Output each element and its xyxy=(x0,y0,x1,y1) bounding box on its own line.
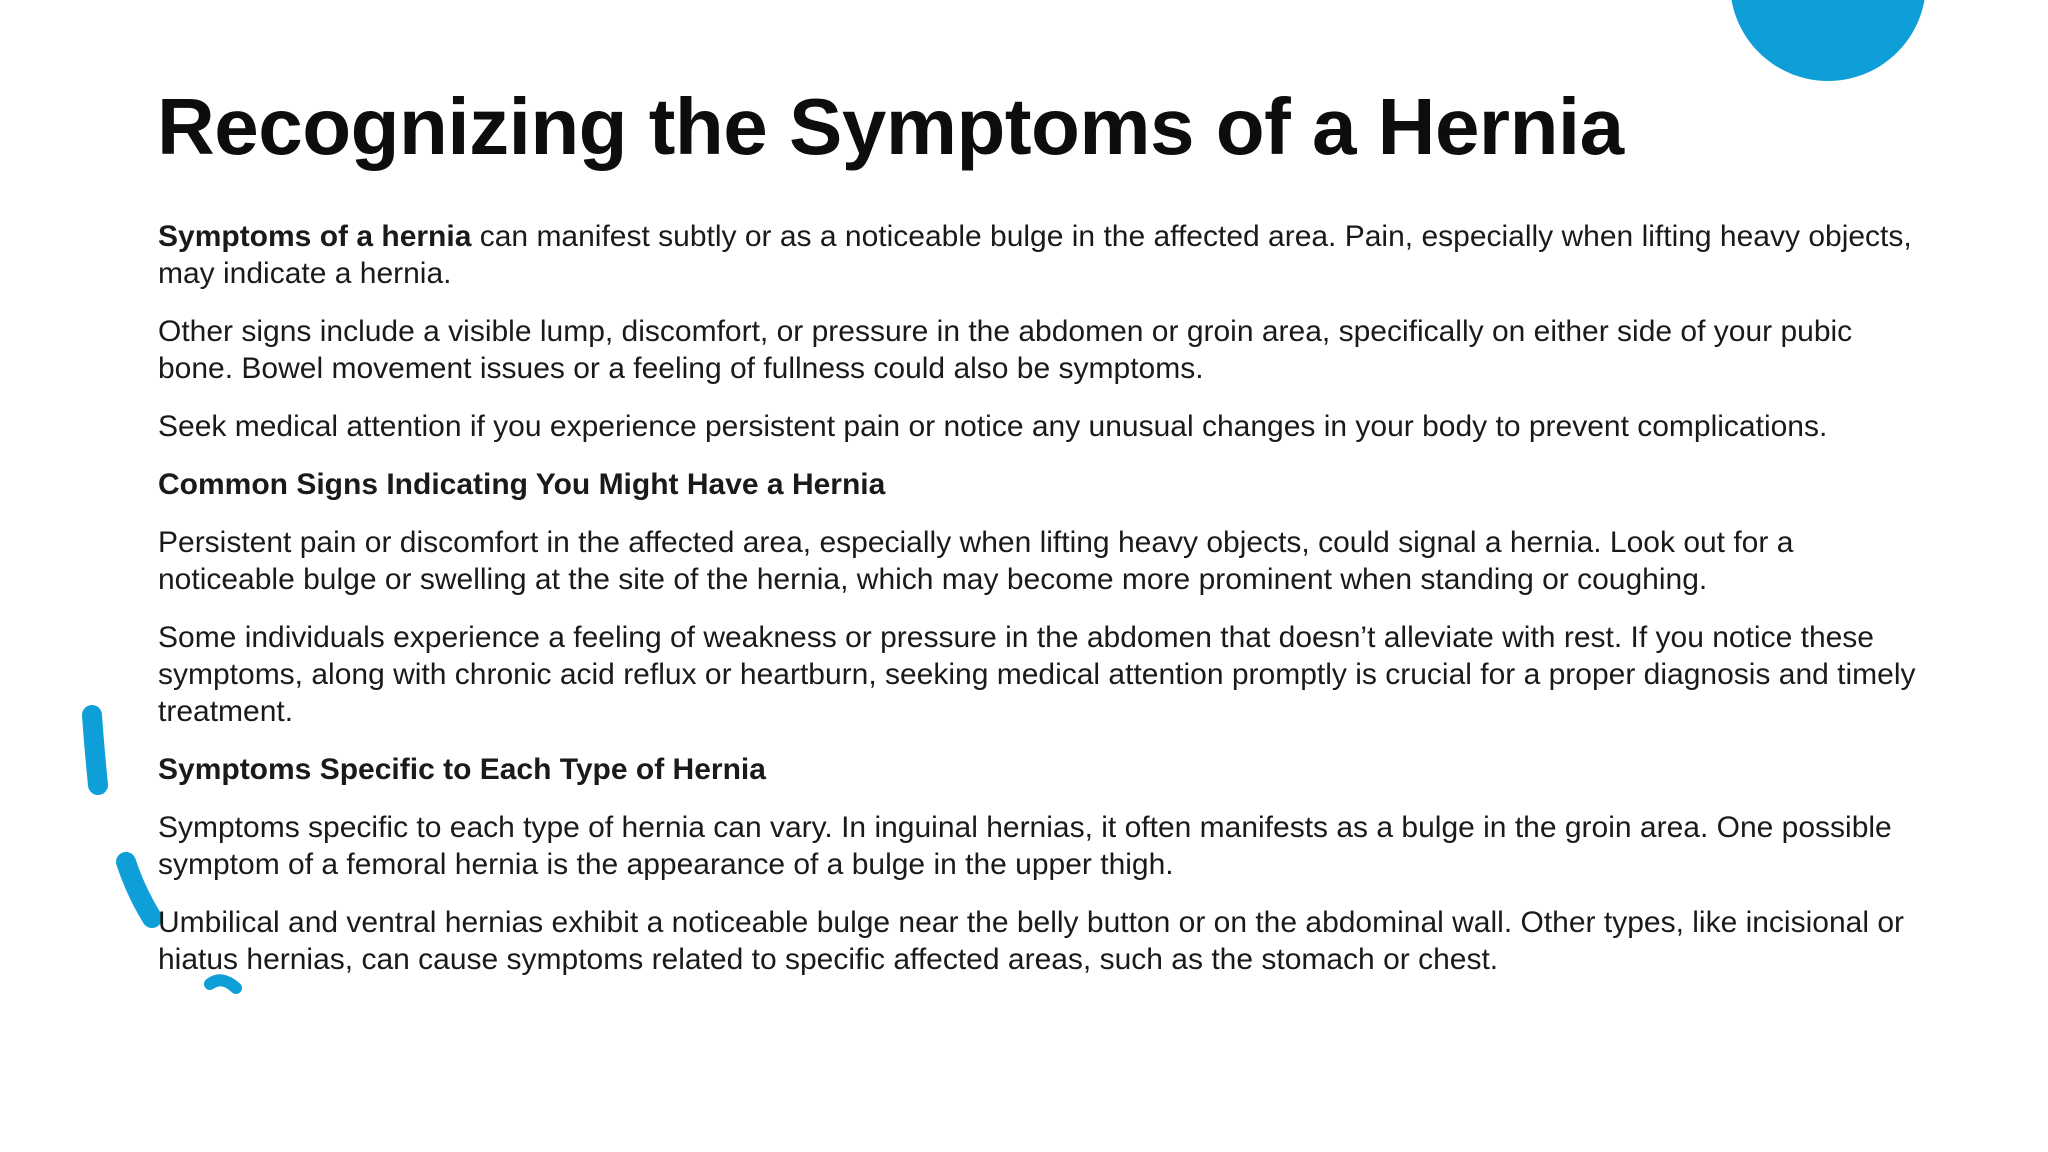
paragraph-1 xyxy=(158,218,1928,292)
slide-title: Recognizing the Symptoms of a Hernia xyxy=(157,82,1624,171)
decorative-circle xyxy=(1730,0,1926,81)
paragraph-3: Seek medical attention if you experience persistent pain or notice any unusual changes in your body to prevent complications. xyxy=(158,410,1828,443)
paragraph-4: Persistent pain or discomfort in the affected area, especially when lifting heavy objects, could signal a hernia. Look out for a noticeable bulge or swelling at the site of the hernia, which may become more prominent when standing or coughing. xyxy=(158,526,1794,596)
subheading-common-signs: Common Signs Indicating You Might Have a Hernia xyxy=(158,468,886,501)
paragraph-2: Other signs include a visible lump, discomfort, or pressure in the abdomen or groin area, specifically on either side of your pubic bone. Bowel movement issues or a feeling of fullness could also be symptoms. xyxy=(158,315,1853,385)
paragraph-5: Some individuals experience a feeling of weakness or pressure in the abdomen that doesn’t alleviate with rest. If you notice these symptoms, along with chronic acid reflux or heartburn, seeking medical attention promptly is crucial for a proper diagnosis and timely treatment. xyxy=(158,621,1916,728)
paragraph-1-text: can manifest subtly or as a noticeable bulge in the affected area. Pain, especially when lifting heavy objects, may indicate a hernia. xyxy=(158,220,1912,290)
paragraph-6: Symptoms specific to each type of hernia can vary. In inguinal hernias, it often manifests as a bulge in the groin area. One possible symptom of a femoral hernia is the appearance of a bulge in the upper thigh. xyxy=(158,811,1892,881)
slide-body xyxy=(158,218,1928,999)
paragraph-7: Umbilical and ventral hernias exhibit a noticeable bulge near the belly button or on the abdominal wall. Other types, like incisional or hiatus hernias, can cause symptoms related to specific affected areas, such as the stomach or chest. xyxy=(158,906,1904,976)
paragraph-1-lead: Symptoms of a hernia xyxy=(158,220,472,253)
brush-stroke-1 xyxy=(92,715,98,785)
brush-stroke-2 xyxy=(126,862,152,918)
subheading-type-specific: Symptoms Specific to Each Type of Hernia xyxy=(158,753,766,786)
